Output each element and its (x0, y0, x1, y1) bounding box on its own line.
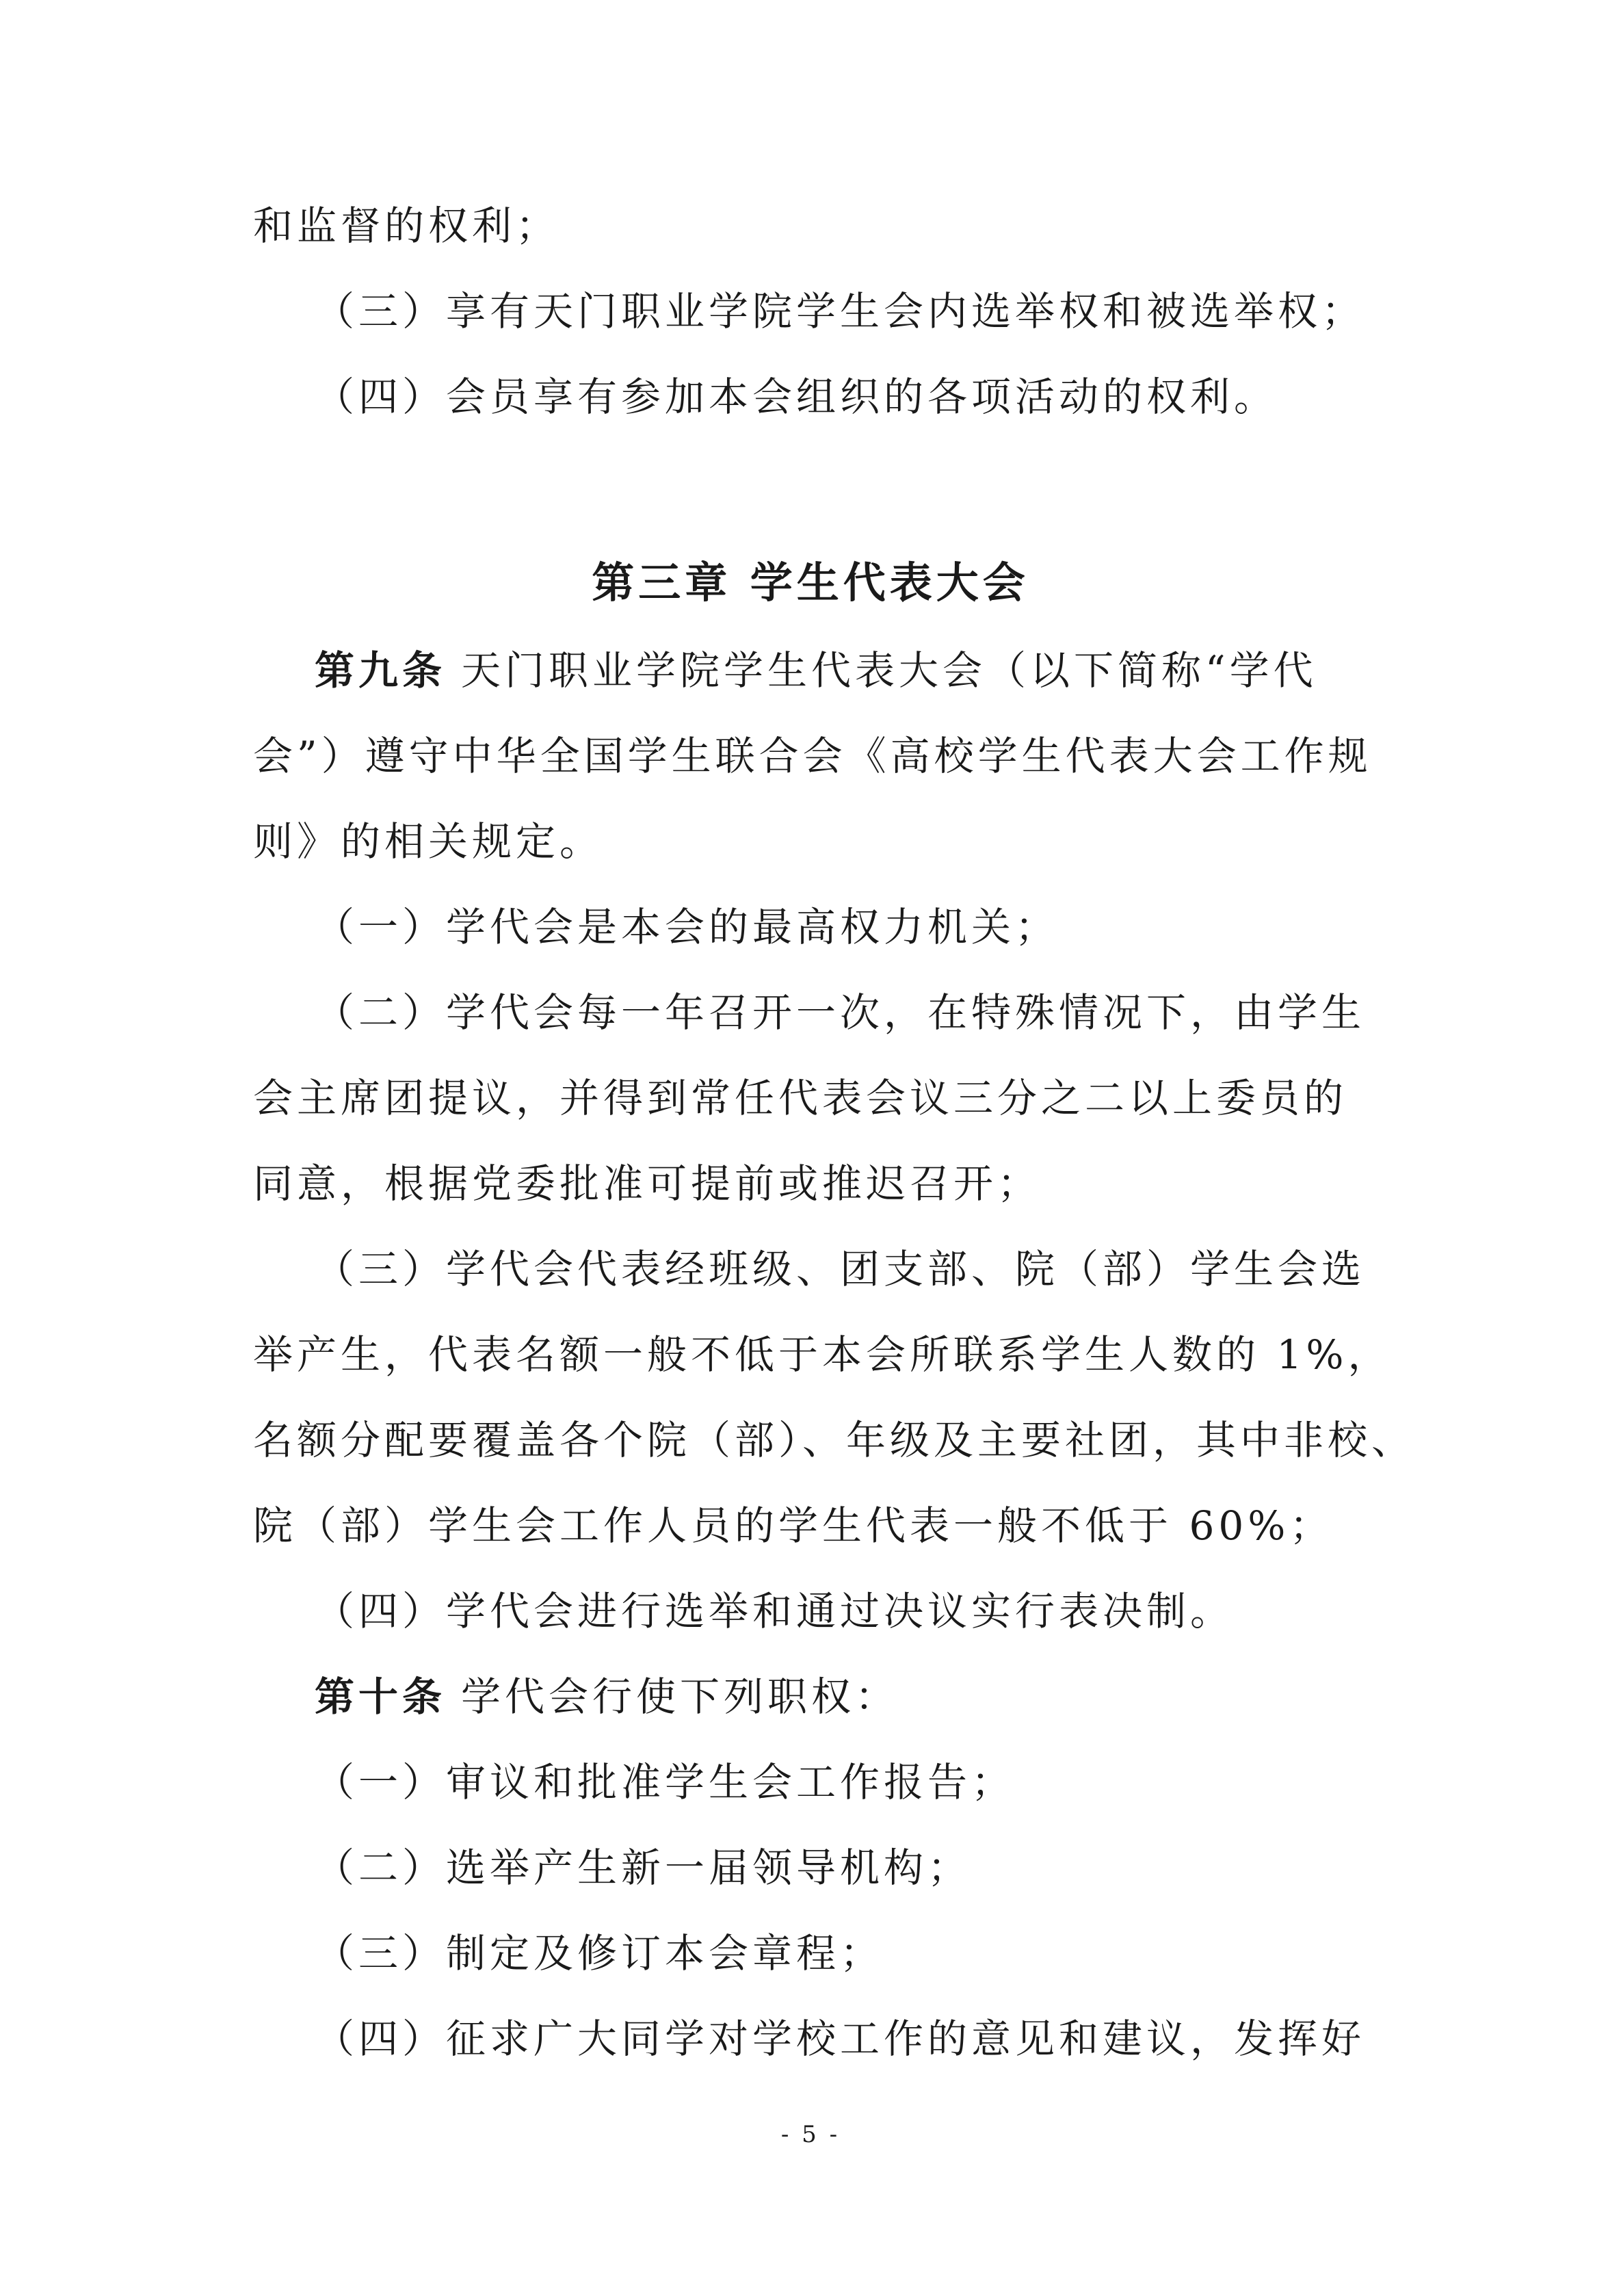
text-line: 会”）遵守中华全国学生联合会《高校学生代表大会工作规 (253, 733, 1372, 779)
text-line: 和监督的权利； (253, 203, 560, 249)
text-line: （一）审议和批准学生会工作报告； (315, 1759, 1016, 1805)
article-10-first-line (315, 1669, 899, 1724)
article-9-first-line (315, 643, 1317, 698)
article-10-text: 学代会行使下列职权： (461, 1673, 899, 1720)
text-line: 举产生，代表名额一般不低于本会所联系学生人数的 1%， (253, 1331, 1392, 1378)
text-line: （四）会员享有参加本会组织的各项活动的权利。 (315, 374, 1278, 420)
text-line: 则》的相关规定。 (253, 818, 604, 865)
text-line: 会主席团提议，并得到常任代表会议三分之二以上委员的 (253, 1075, 1348, 1121)
text-line: 院（部）学生会工作人员的学生代表一般不低于 60%； (253, 1502, 1334, 1549)
article-10-title: 第十条 (315, 1673, 447, 1720)
chapter-heading: 第三章 学生代表大会 (592, 558, 1029, 608)
text-line: （三）制定及修订本会章程； (315, 1930, 884, 1977)
text-line: （一）学代会是本会的最高权力机关； (315, 904, 1059, 950)
text-line: 同意，根据党委批准可提前或推迟召开； (253, 1160, 1042, 1207)
text-line: （三）享有天门职业学院学生会内选举权和被选举权； (315, 288, 1366, 335)
text-line: （四）征求广大同学对学校工作的意见和建议，发挥好 (315, 2015, 1366, 2062)
text-line: （二）学代会每一年召开一次，在特殊情况下，由学生 (315, 989, 1366, 1036)
article-9-title: 第九条 (315, 647, 447, 694)
text-line: （四）学代会进行选举和通过决议实行表决制。 (315, 1588, 1235, 1634)
text-line: （二）选举产生新一届领导机构； (315, 1844, 972, 1891)
page-number: - 5 - (780, 2121, 841, 2148)
text-line: 名额分配要覆盖各个院（部）、年级及主要社团，其中非校、 (253, 1417, 1416, 1463)
text-line: （三）学代会代表经班级、团支部、院（部）学生会选 (315, 1246, 1366, 1292)
article-9-text: 天门职业学院学生代表大会（以下简称“学代 (461, 647, 1317, 694)
